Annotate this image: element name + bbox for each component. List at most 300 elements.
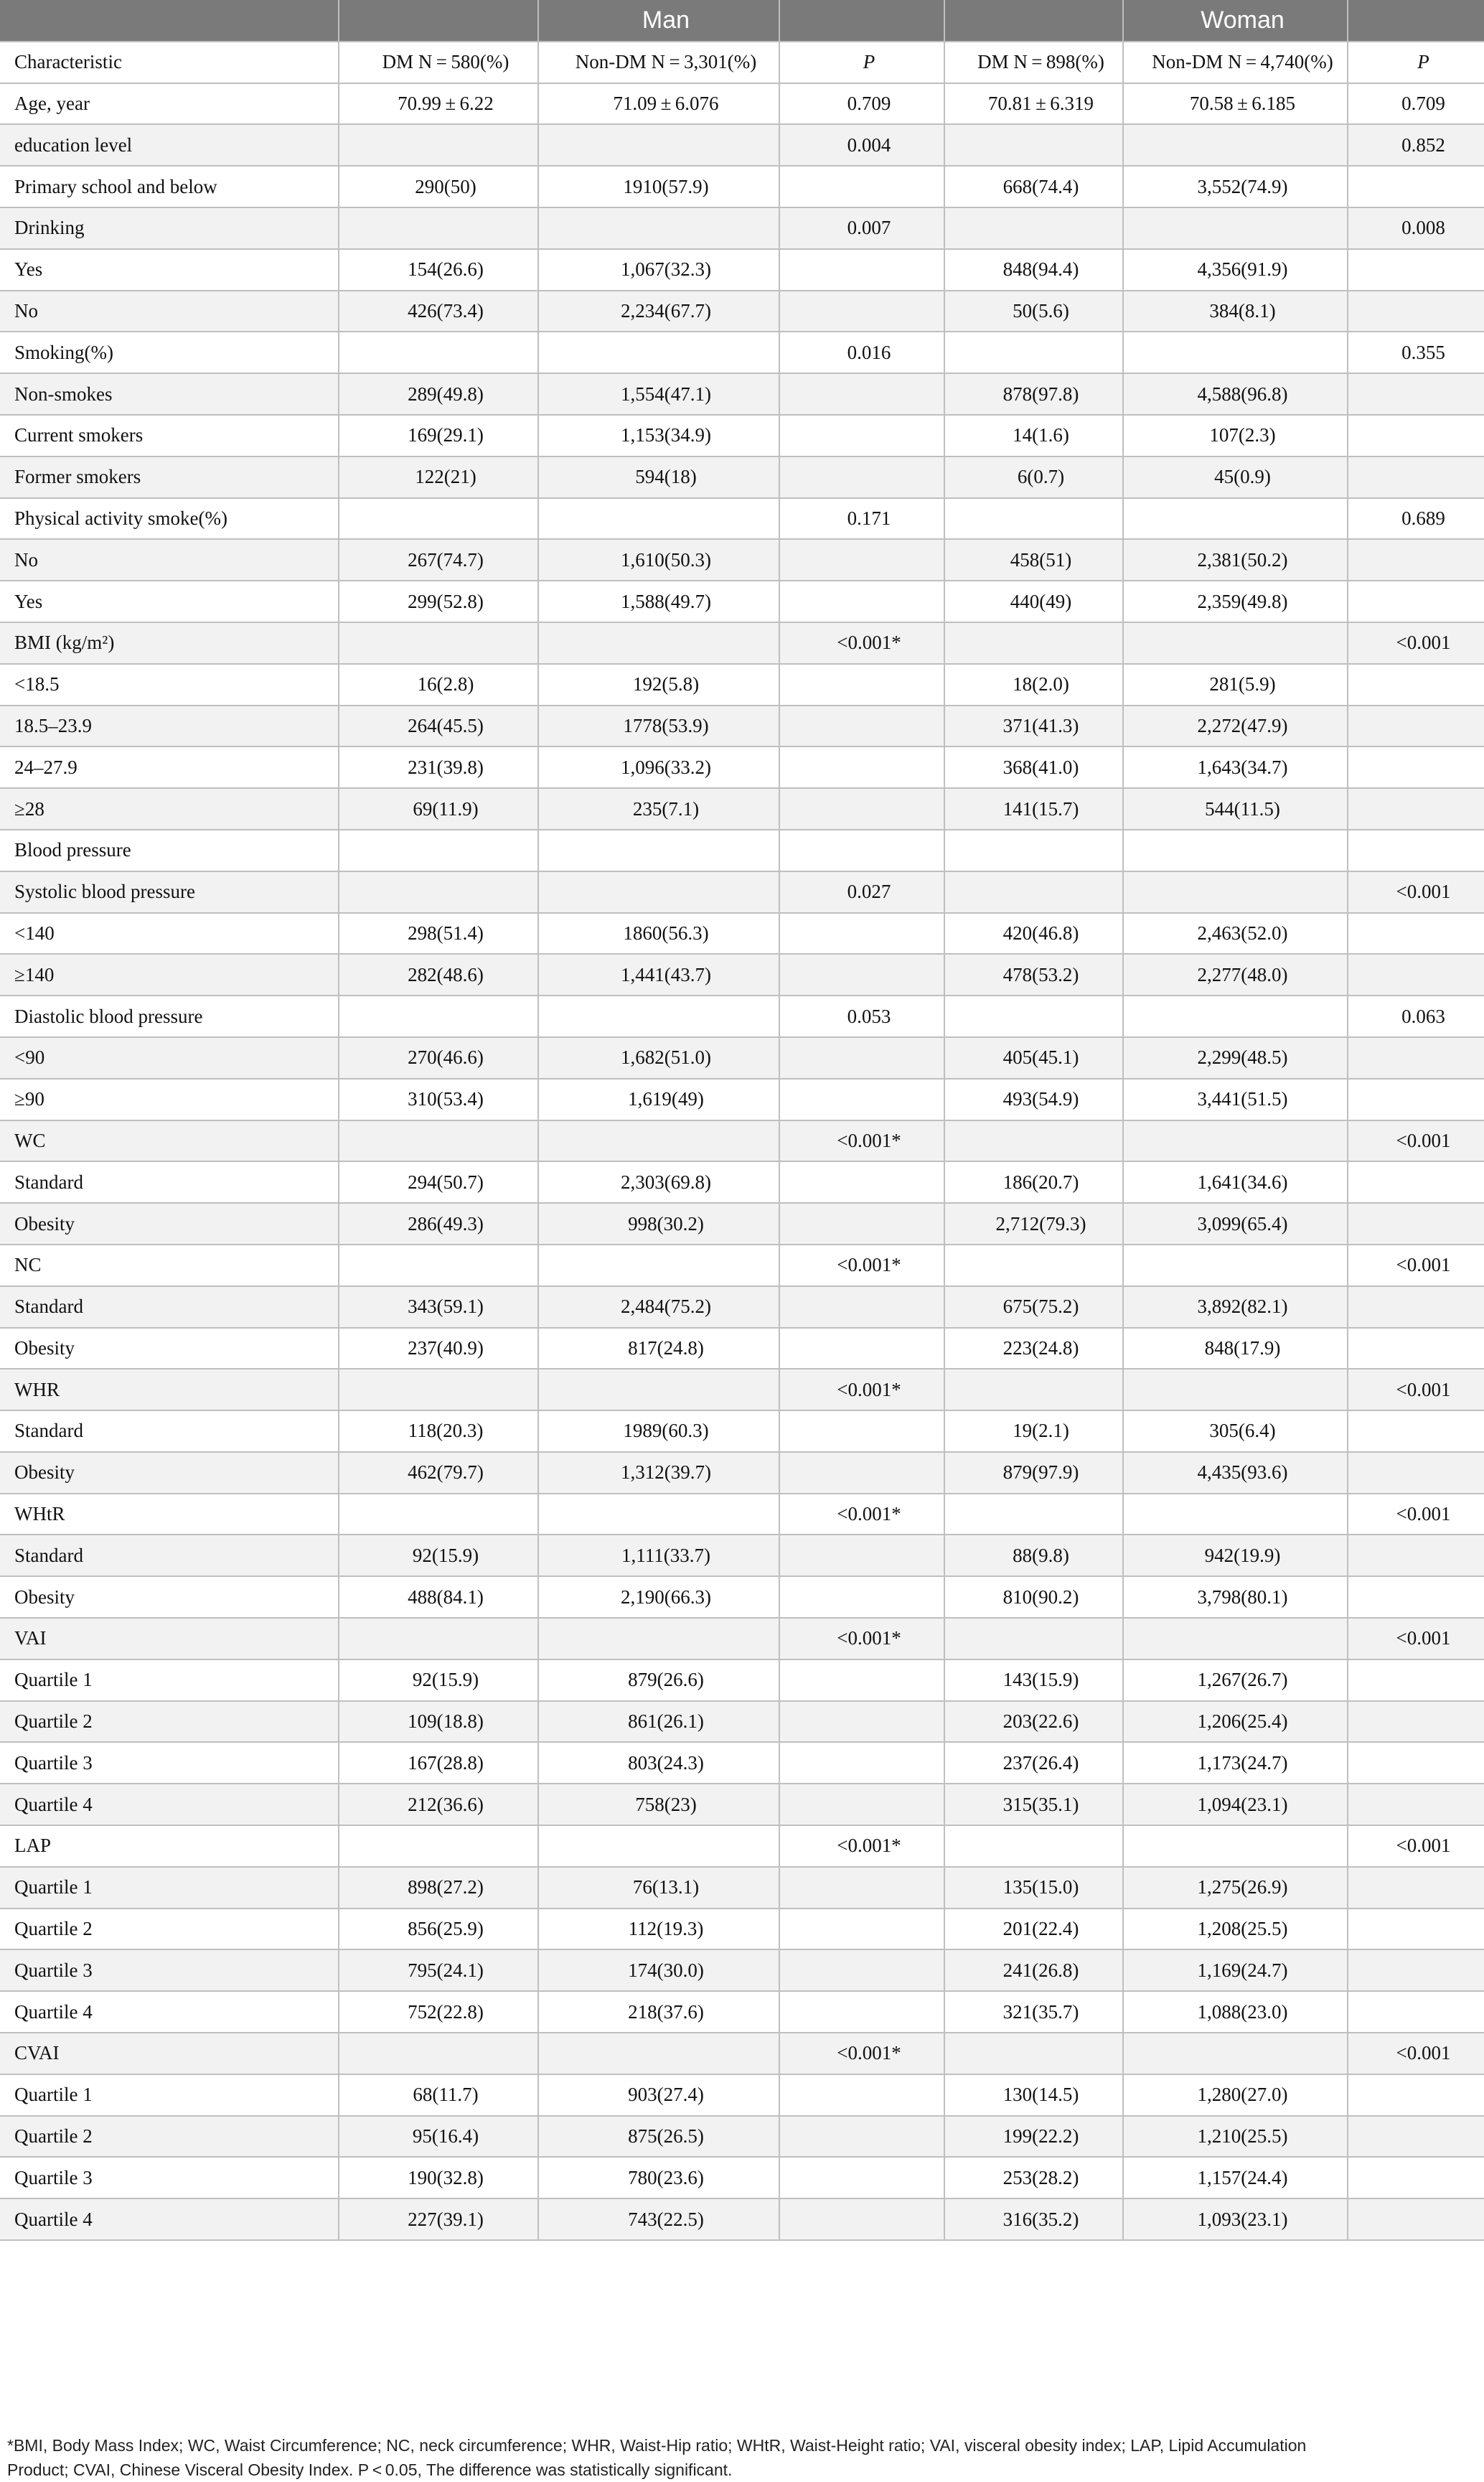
table-cell: 122(21) — [339, 456, 538, 498]
table-cell — [1348, 1867, 1484, 1909]
table-row — [0, 1867, 1484, 1909]
row-label-cell: Quartile 1 — [0, 1659, 339, 1701]
table-cell — [339, 1245, 538, 1286]
table-cell: 241(26.8) — [944, 1949, 1123, 1991]
row-label-cell: Quartile 2 — [0, 1909, 339, 1950]
table-cell — [1123, 1494, 1348, 1535]
table-cell: 253(28.2) — [944, 2157, 1123, 2198]
table-cell: 368(41.0) — [944, 746, 1123, 788]
table-cell — [1123, 207, 1348, 249]
table-cell: 2,277(48.0) — [1123, 954, 1348, 996]
table-cell: 743(22.5) — [538, 2198, 779, 2240]
table-cell — [1348, 746, 1484, 788]
table-cell: 135(15.0) — [944, 1867, 1123, 1909]
table-cell: 668(74.4) — [944, 166, 1123, 207]
table-row — [0, 124, 1484, 166]
table-cell — [944, 332, 1123, 373]
table-cell — [339, 830, 538, 871]
row-label-cell: Quartile 3 — [0, 2157, 339, 2198]
table-cell — [339, 207, 538, 249]
table-cell: 70.58 ± 6.185 — [1123, 83, 1348, 125]
table-cell — [779, 746, 944, 788]
table-cell — [1348, 1203, 1484, 1245]
table-cell: 2,359(49.8) — [1123, 581, 1348, 622]
table-cell — [1348, 581, 1484, 622]
table-cell — [1348, 954, 1484, 996]
table-cell: <0.001 — [1348, 871, 1484, 913]
table-row — [0, 1203, 1484, 1245]
table-cell — [1348, 166, 1484, 207]
table-cell: <0.001 — [1348, 1369, 1484, 1410]
table-cell: 95(16.4) — [339, 2116, 538, 2158]
table-cell — [1348, 1909, 1484, 1950]
table-cell: 1,111(33.7) — [538, 1535, 779, 1576]
row-label-cell: Quartile 2 — [0, 1701, 339, 1743]
table-cell: 267(74.7) — [339, 539, 538, 581]
table-row — [0, 913, 1484, 955]
row-label-cell: Diastolic blood pressure — [0, 996, 339, 1037]
table-row — [0, 1618, 1484, 1659]
row-label-cell: VAI — [0, 1618, 339, 1659]
table-cell: 70.81 ± 6.319 — [944, 83, 1123, 125]
table-cell — [1348, 1037, 1484, 1079]
table-cell: 1,173(24.7) — [1123, 1742, 1348, 1784]
table-cell: 4,588(96.8) — [1123, 373, 1348, 415]
table-cell — [1123, 124, 1348, 166]
table-cell: 270(46.6) — [339, 1037, 538, 1079]
table-row — [0, 1328, 1484, 1369]
table-row — [0, 830, 1484, 871]
group-header-blank — [0, 0, 339, 42]
table-cell — [944, 1825, 1123, 1867]
table-cell: 1778(53.9) — [538, 706, 779, 747]
table-cell: 237(26.4) — [944, 1742, 1123, 1784]
table-cell: 0.709 — [1348, 83, 1484, 125]
table-row — [0, 622, 1484, 664]
row-label-cell: Physical activity smoke(%) — [0, 498, 339, 540]
table-cell: 88(9.8) — [944, 1535, 1123, 1576]
column-header: DM N = 898(%) — [944, 42, 1123, 83]
row-label-cell: Blood pressure — [0, 830, 339, 871]
table-row — [0, 415, 1484, 456]
row-label-cell: Quartile 4 — [0, 2198, 339, 2240]
table-row — [0, 1659, 1484, 1701]
table-cell: 752(22.8) — [339, 1991, 538, 2033]
row-label-cell: Obesity — [0, 1452, 339, 1494]
table-row — [0, 706, 1484, 747]
table-cell — [779, 1701, 944, 1743]
table-cell — [1348, 2157, 1484, 2198]
table-cell: 1,088(23.0) — [1123, 1991, 1348, 2033]
table-cell: 371(41.3) — [944, 706, 1123, 747]
table-cell: 109(18.8) — [339, 1701, 538, 1743]
table-cell: 0.027 — [779, 871, 944, 913]
table-cell: 4,356(91.9) — [1123, 249, 1348, 291]
table-cell: 1,610(50.3) — [538, 539, 779, 581]
table-cell: <0.001 — [1348, 1494, 1484, 1535]
table-row — [0, 2074, 1484, 2116]
table-cell: 1,588(49.7) — [538, 581, 779, 622]
table-footnote — [0, 2433, 1471, 2482]
table-cell: 50(5.6) — [944, 291, 1123, 332]
column-header-row — [0, 42, 1484, 83]
table-cell — [1348, 1452, 1484, 1494]
table-cell — [1348, 1701, 1484, 1743]
table-cell: 675(75.2) — [944, 1286, 1123, 1328]
table-row — [0, 1576, 1484, 1618]
table-cell — [1348, 1784, 1484, 1825]
row-label-cell: Quartile 4 — [0, 1991, 339, 2033]
table-row — [0, 746, 1484, 788]
table-cell: 212(36.6) — [339, 1784, 538, 1825]
table-cell — [1123, 1825, 1348, 1867]
table-cell — [779, 1328, 944, 1369]
table-row — [0, 788, 1484, 830]
table-cell — [1348, 1286, 1484, 1328]
table-cell — [779, 1079, 944, 1120]
table-cell — [944, 830, 1123, 871]
row-label-cell: <140 — [0, 913, 339, 955]
table-cell — [1348, 2074, 1484, 2116]
table-cell — [779, 415, 944, 456]
group-header-blank — [1348, 0, 1484, 42]
table-row — [0, 373, 1484, 415]
row-label-cell: NC — [0, 1245, 339, 1286]
table-cell: 758(23) — [538, 1784, 779, 1825]
row-label-cell: Standard — [0, 1286, 339, 1328]
table-cell: 0.004 — [779, 124, 944, 166]
table-cell — [339, 871, 538, 913]
table-cell: 223(24.8) — [944, 1328, 1123, 1369]
table-cell — [538, 1120, 779, 1162]
table-cell: 2,303(69.8) — [538, 1161, 779, 1203]
table-cell: <0.001* — [779, 1494, 944, 1535]
table-cell: 817(24.8) — [538, 1328, 779, 1369]
table-cell: 199(22.2) — [944, 2116, 1123, 2158]
table-cell — [779, 249, 944, 291]
table-cell: 2,234(67.7) — [538, 291, 779, 332]
table-cell: 0.007 — [779, 207, 944, 249]
table-cell — [779, 1535, 944, 1576]
table-cell: 298(51.4) — [339, 913, 538, 955]
table-cell — [538, 1369, 779, 1410]
table-cell — [538, 498, 779, 540]
table-cell: 848(17.9) — [1123, 1328, 1348, 1369]
table-cell — [1123, 1618, 1348, 1659]
table-cell — [1348, 1742, 1484, 1784]
table-cell: 544(11.5) — [1123, 788, 1348, 830]
table-cell: 0.008 — [1348, 207, 1484, 249]
table-cell — [1123, 1245, 1348, 1286]
group-header-row — [0, 0, 1484, 42]
table-cell — [944, 2033, 1123, 2074]
table-row — [0, 1535, 1484, 1576]
table-cell: <0.001 — [1348, 1245, 1484, 1286]
table-cell: 458(51) — [944, 539, 1123, 581]
table-row — [0, 996, 1484, 1037]
table-cell: 282(48.6) — [339, 954, 538, 996]
table-cell — [779, 2116, 944, 2158]
table-cell — [779, 664, 944, 706]
table-cell: <0.001* — [779, 1369, 944, 1410]
table-cell — [339, 124, 538, 166]
table-cell — [779, 456, 944, 498]
group-header-blank — [779, 0, 944, 42]
table-row — [0, 954, 1484, 996]
table-row — [0, 1161, 1484, 1203]
table-cell: 4,435(93.6) — [1123, 1452, 1348, 1494]
row-label-cell: LAP — [0, 1825, 339, 1867]
table-cell — [1348, 415, 1484, 456]
table-cell — [538, 622, 779, 664]
table-row — [0, 664, 1484, 706]
table-cell: 130(14.5) — [944, 2074, 1123, 2116]
table-cell: 2,272(47.9) — [1123, 706, 1348, 747]
table-cell: 1,275(26.9) — [1123, 1867, 1348, 1909]
table-cell: 1,641(34.6) — [1123, 1161, 1348, 1203]
table-row — [0, 1286, 1484, 1328]
table-cell: 237(40.9) — [339, 1328, 538, 1369]
table-cell: 321(35.7) — [944, 1991, 1123, 2033]
table-cell — [779, 1909, 944, 1950]
footnote-line-2: Product; CVAI, Chinese Visceral Obesity Index. P < 0.05, The difference was statistically significant. — [7, 2460, 733, 2479]
table-cell: 218(37.6) — [538, 1991, 779, 2033]
table-body — [0, 42, 1484, 2240]
table-cell — [944, 1369, 1123, 1410]
table-cell — [1348, 1328, 1484, 1369]
table-row — [0, 166, 1484, 207]
table-cell: 2,299(48.5) — [1123, 1037, 1348, 1079]
table-cell — [779, 913, 944, 955]
table-cell: 493(54.9) — [944, 1079, 1123, 1120]
table-cell: 0.063 — [1348, 996, 1484, 1037]
table-row — [0, 2157, 1484, 2198]
table-cell — [1348, 2116, 1484, 2158]
table-cell: 1910(57.9) — [538, 166, 779, 207]
table-cell: 186(20.7) — [944, 1161, 1123, 1203]
table-cell — [339, 622, 538, 664]
group-header-man: Man — [538, 0, 779, 42]
table-cell: 281(5.9) — [1123, 664, 1348, 706]
row-label-cell: education level — [0, 124, 339, 166]
table-cell: 780(23.6) — [538, 2157, 779, 2198]
table-row — [0, 1909, 1484, 1950]
table-row — [0, 1701, 1484, 1743]
table-cell — [1123, 1369, 1348, 1410]
table-cell — [538, 1245, 779, 1286]
table-cell — [779, 1286, 944, 1328]
table-cell: 3,552(74.9) — [1123, 166, 1348, 207]
table-cell — [779, 291, 944, 332]
row-label-cell: Standard — [0, 1535, 339, 1576]
table-row — [0, 332, 1484, 373]
table-cell — [538, 1825, 779, 1867]
table-cell: 315(35.1) — [944, 1784, 1123, 1825]
table-cell — [1348, 1079, 1484, 1120]
column-header: Non-DM N = 4,740(%) — [1123, 42, 1348, 83]
table-cell: 316(35.2) — [944, 2198, 1123, 2240]
table-cell: 0.016 — [779, 332, 944, 373]
table-cell — [779, 788, 944, 830]
table-cell: 1,208(25.5) — [1123, 1909, 1348, 1950]
table-cell: 76(13.1) — [538, 1867, 779, 1909]
table-cell: 1989(60.3) — [538, 1410, 779, 1452]
group-header-blank — [339, 0, 538, 42]
table-cell: 154(26.6) — [339, 249, 538, 291]
row-label-cell: 24–27.9 — [0, 746, 339, 788]
row-label-cell: Standard — [0, 1410, 339, 1452]
table-row — [0, 1949, 1484, 1991]
table-cell: 478(53.2) — [944, 954, 1123, 996]
table-cell: 879(26.6) — [538, 1659, 779, 1701]
table-cell — [779, 166, 944, 207]
column-header: P — [1348, 42, 1484, 83]
table-cell: 861(26.1) — [538, 1701, 779, 1743]
table-row — [0, 1494, 1484, 1535]
table-row — [0, 291, 1484, 332]
table-row — [0, 1742, 1484, 1784]
table-cell: 1,280(27.0) — [1123, 2074, 1348, 2116]
table-cell — [538, 871, 779, 913]
table-cell: 167(28.8) — [339, 1742, 538, 1784]
table-cell: 16(2.8) — [339, 664, 538, 706]
table-cell — [1348, 539, 1484, 581]
table-row — [0, 1079, 1484, 1120]
table-cell — [538, 332, 779, 373]
table-cell: 71.09 ± 6.076 — [538, 83, 779, 125]
table-cell: 848(94.4) — [944, 249, 1123, 291]
table-row — [0, 498, 1484, 540]
footnote-line-1: *BMI, Body Mass Index; WC, Waist Circumference; NC, neck circumference; WHR, Waist-Hip ratio; WHtR, Waist-Height ratio; VAI, visceral obesity index; LAP, Lipid Accumulation — [7, 2436, 1307, 2455]
table-cell: 426(73.4) — [339, 291, 538, 332]
table-cell: 264(45.5) — [339, 706, 538, 747]
table-cell: 0.171 — [779, 498, 944, 540]
table-cell: 190(32.8) — [339, 2157, 538, 2198]
table-cell — [779, 2157, 944, 2198]
table-row — [0, 2033, 1484, 2074]
table-cell: 203(22.6) — [944, 1701, 1123, 1743]
row-label-cell: Quartile 1 — [0, 1867, 339, 1909]
row-label-cell: WHtR — [0, 1494, 339, 1535]
table-cell: 290(50) — [339, 166, 538, 207]
table-cell: 141(15.7) — [944, 788, 1123, 830]
table-cell — [944, 996, 1123, 1037]
table-cell — [779, 706, 944, 747]
table-cell: 192(5.8) — [538, 664, 779, 706]
table-cell — [944, 124, 1123, 166]
row-label-cell: 18.5–23.9 — [0, 706, 339, 747]
table-cell — [944, 1618, 1123, 1659]
table-cell: 70.99 ± 6.22 — [339, 83, 538, 125]
table-row — [0, 207, 1484, 249]
table-cell — [779, 1991, 944, 2033]
table-cell: 6(0.7) — [944, 456, 1123, 498]
table-row — [0, 871, 1484, 913]
table-cell — [538, 207, 779, 249]
table-cell — [1123, 332, 1348, 373]
table-cell — [779, 1410, 944, 1452]
table-cell: <0.001 — [1348, 2033, 1484, 2074]
table-cell: 174(30.0) — [538, 1949, 779, 1991]
table-cell: 69(11.9) — [339, 788, 538, 830]
table-cell: 2,190(66.3) — [538, 1576, 779, 1618]
table-cell — [1348, 1535, 1484, 1576]
table-cell: 0.053 — [779, 996, 944, 1037]
table-cell — [779, 1161, 944, 1203]
table-cell: 231(39.8) — [339, 746, 538, 788]
table-cell: 45(0.9) — [1123, 456, 1348, 498]
table-cell — [1123, 622, 1348, 664]
table-cell: 879(97.9) — [944, 1452, 1123, 1494]
row-label-cell: <18.5 — [0, 664, 339, 706]
table-row — [0, 456, 1484, 498]
table-cell — [339, 1618, 538, 1659]
table-cell — [339, 332, 538, 373]
table-cell — [339, 1494, 538, 1535]
table-cell — [944, 207, 1123, 249]
column-header: DM N = 580(%) — [339, 42, 538, 83]
table-row — [0, 581, 1484, 622]
table-cell — [779, 1203, 944, 1245]
row-label-cell: Smoking(%) — [0, 332, 339, 373]
table-cell: 1,157(24.4) — [1123, 2157, 1348, 2198]
table-cell: <0.001* — [779, 2033, 944, 2074]
table-cell — [1348, 1576, 1484, 1618]
table-cell — [339, 1825, 538, 1867]
row-label-cell: BMI (kg/m²) — [0, 622, 339, 664]
table-cell: 384(8.1) — [1123, 291, 1348, 332]
table-cell: 1,210(25.5) — [1123, 2116, 1348, 2158]
table-cell: 795(24.1) — [339, 1949, 538, 1991]
table-cell — [1348, 291, 1484, 332]
table-cell: 112(19.3) — [538, 1909, 779, 1950]
table-cell — [1348, 1991, 1484, 2033]
table-cell: 107(2.3) — [1123, 415, 1348, 456]
table-cell — [944, 1120, 1123, 1162]
table-cell: 118(20.3) — [339, 1410, 538, 1452]
table-cell — [1123, 871, 1348, 913]
table-cell — [1123, 830, 1348, 871]
table-cell — [538, 1494, 779, 1535]
table-cell — [779, 2198, 944, 2240]
table-cell: 3,441(51.5) — [1123, 1079, 1348, 1120]
table-cell — [1348, 2198, 1484, 2240]
row-label-cell: Quartile 3 — [0, 1949, 339, 1991]
row-label-cell: Quartile 2 — [0, 2116, 339, 2158]
row-label-cell: Drinking — [0, 207, 339, 249]
table-cell — [1348, 830, 1484, 871]
table-cell: <0.001* — [779, 1825, 944, 1867]
table-cell — [538, 124, 779, 166]
group-header-blank — [944, 0, 1123, 42]
table-cell — [339, 1369, 538, 1410]
table-cell — [1348, 249, 1484, 291]
table-cell: 343(59.1) — [339, 1286, 538, 1328]
table-cell: 3,892(82.1) — [1123, 1286, 1348, 1328]
table-cell: 169(29.1) — [339, 415, 538, 456]
row-label-cell: Standard — [0, 1161, 339, 1203]
table-cell — [339, 1120, 538, 1162]
table-cell: 3,798(80.1) — [1123, 1576, 1348, 1618]
table-cell — [1348, 664, 1484, 706]
table-cell — [779, 1452, 944, 1494]
table-row — [0, 1120, 1484, 1162]
table-cell: 3,099(65.4) — [1123, 1203, 1348, 1245]
table-cell: 856(25.9) — [339, 1909, 538, 1950]
table-cell: 92(15.9) — [339, 1659, 538, 1701]
table-cell: 68(11.7) — [339, 2074, 538, 2116]
table-cell: 1,554(47.1) — [538, 373, 779, 415]
